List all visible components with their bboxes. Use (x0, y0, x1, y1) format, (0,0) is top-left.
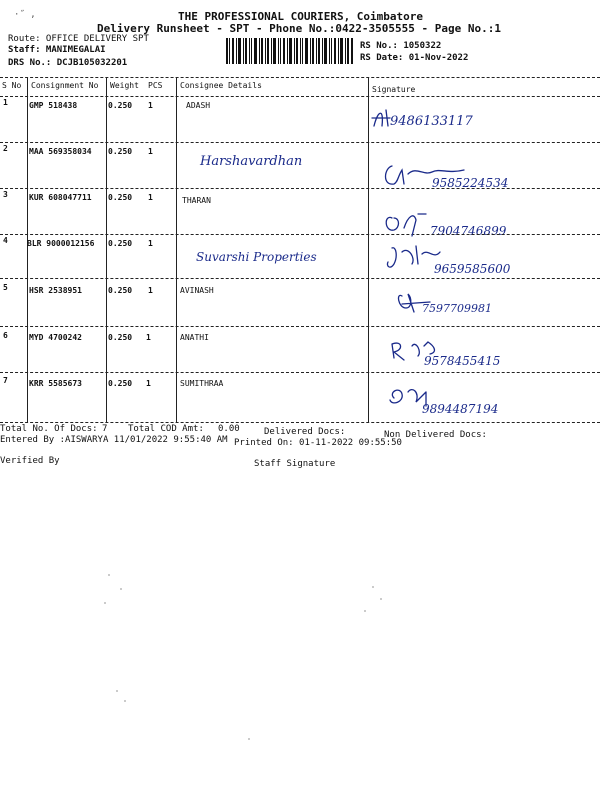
row-pcs: 1 (146, 333, 151, 342)
row-handwritten-signature: 9486133117 (390, 114, 473, 129)
row-consignment-no: HSR 2538951 (29, 286, 82, 295)
row-sno: 7 (3, 376, 8, 385)
row-sno: 4 (3, 236, 8, 245)
row-pcs: 1 (148, 239, 153, 248)
row-pcs: 1 (148, 147, 153, 156)
row-consignment-no: GMP 518438 (29, 101, 78, 110)
row-weight: 0.250 (108, 379, 133, 388)
column-header-pcs: PCS (148, 81, 163, 90)
column-divider (106, 77, 107, 422)
printed-on: Printed On: 01-11-2022 09:55:50 (234, 438, 402, 448)
barcode (226, 38, 354, 64)
route-label: Route: OFFICE DELIVERY SPT (8, 34, 149, 44)
column-header-weight: Weight (110, 81, 139, 90)
column-header-sno: S No (2, 81, 22, 90)
total-cod-value: 0.00 (218, 424, 240, 434)
row-sno: 1 (3, 98, 8, 107)
row-consignment-no: MAA 569358034 (29, 147, 92, 156)
row-consignee: ADASH (186, 101, 211, 110)
row-handwritten-signature: 9659585600 (434, 262, 511, 276)
row-consignment-no: MYD 4700242 (29, 333, 82, 342)
row-handwritten-consignee: Harshavardhan (200, 154, 303, 169)
row-consignee: SUMITHRAA (180, 379, 224, 388)
column-header-signature: Signature (372, 85, 416, 94)
total-docs-label: Total No. Of Docs: (0, 424, 98, 434)
row-sno: 3 (3, 190, 8, 199)
signature-scribbles (368, 96, 600, 422)
row-consignee: AVINASH (180, 286, 214, 295)
row-weight: 0.250 (108, 193, 133, 202)
staff-signature-label: Staff Signature (254, 459, 336, 469)
row-weight: 0.250 (108, 147, 133, 156)
row-consignee: ANATHI (180, 333, 209, 342)
row-sno: 6 (3, 331, 8, 340)
row-consignment-no: KUR 608047711 (29, 193, 92, 202)
drs-number: DRS No.: DCJB105032201 (8, 58, 128, 68)
rs-date: RS Date: 01-Nov-2022 (360, 53, 469, 63)
row-sno: 2 (3, 144, 8, 153)
row-consignment-no: BLR 9000012156 (27, 239, 95, 248)
row-handwritten-consignee: Suvarshi Properties (196, 250, 317, 264)
row-consignee: THARAN (182, 196, 211, 205)
rs-number: RS No.: 1050322 (360, 41, 442, 51)
row-weight: 0.250 (108, 101, 133, 110)
table-bottom-rule (0, 422, 600, 423)
total-cod-label: Total COD Amt: (128, 424, 204, 434)
row-pcs: 1 (148, 101, 153, 110)
row-pcs: 1 (148, 193, 153, 202)
entered-by: Entered By :AISWARYA 11/01/2022 9:55:40 AM (0, 435, 228, 445)
non-delivered-docs-label: Non Delivered Docs: (384, 430, 487, 440)
row-consignment-no: KRR 5585673 (29, 379, 82, 388)
row-pcs: 1 (146, 379, 151, 388)
column-header-consignee: Consignee Details (180, 81, 262, 90)
row-weight: 0.250 (108, 333, 133, 342)
row-weight: 0.250 (108, 239, 133, 248)
row-pcs: 1 (148, 286, 153, 295)
corner-mark: ·˝ , (14, 10, 36, 20)
row-handwritten-signature: 9894487194 (422, 402, 499, 416)
column-divider (176, 77, 177, 422)
total-docs-value: 7 (102, 424, 108, 434)
row-handwritten-signature: 9585224534 (432, 176, 509, 190)
delivered-docs-label: Delivered Docs: (264, 427, 346, 437)
table-top-rule (0, 77, 600, 78)
runsheet-title: Delivery Runsheet - SPT - Phone No.:0422-3505555 - Page No.:1 (97, 22, 501, 35)
row-weight: 0.250 (108, 286, 133, 295)
row-handwritten-signature: 9578455415 (424, 354, 501, 368)
verified-by-label: Verified By (0, 456, 60, 466)
row-handwritten-signature: 7904746899 (430, 224, 507, 238)
company-name: THE PROFESSIONAL COURIERS, Coimbatore (178, 10, 424, 23)
staff-label: Staff: MANIMEGALAI (8, 45, 106, 55)
row-handwritten-signature: 7597709981 (422, 302, 492, 315)
column-divider (27, 77, 28, 422)
column-header-consignment: Consignment No (31, 81, 99, 90)
row-sno: 5 (3, 283, 8, 292)
